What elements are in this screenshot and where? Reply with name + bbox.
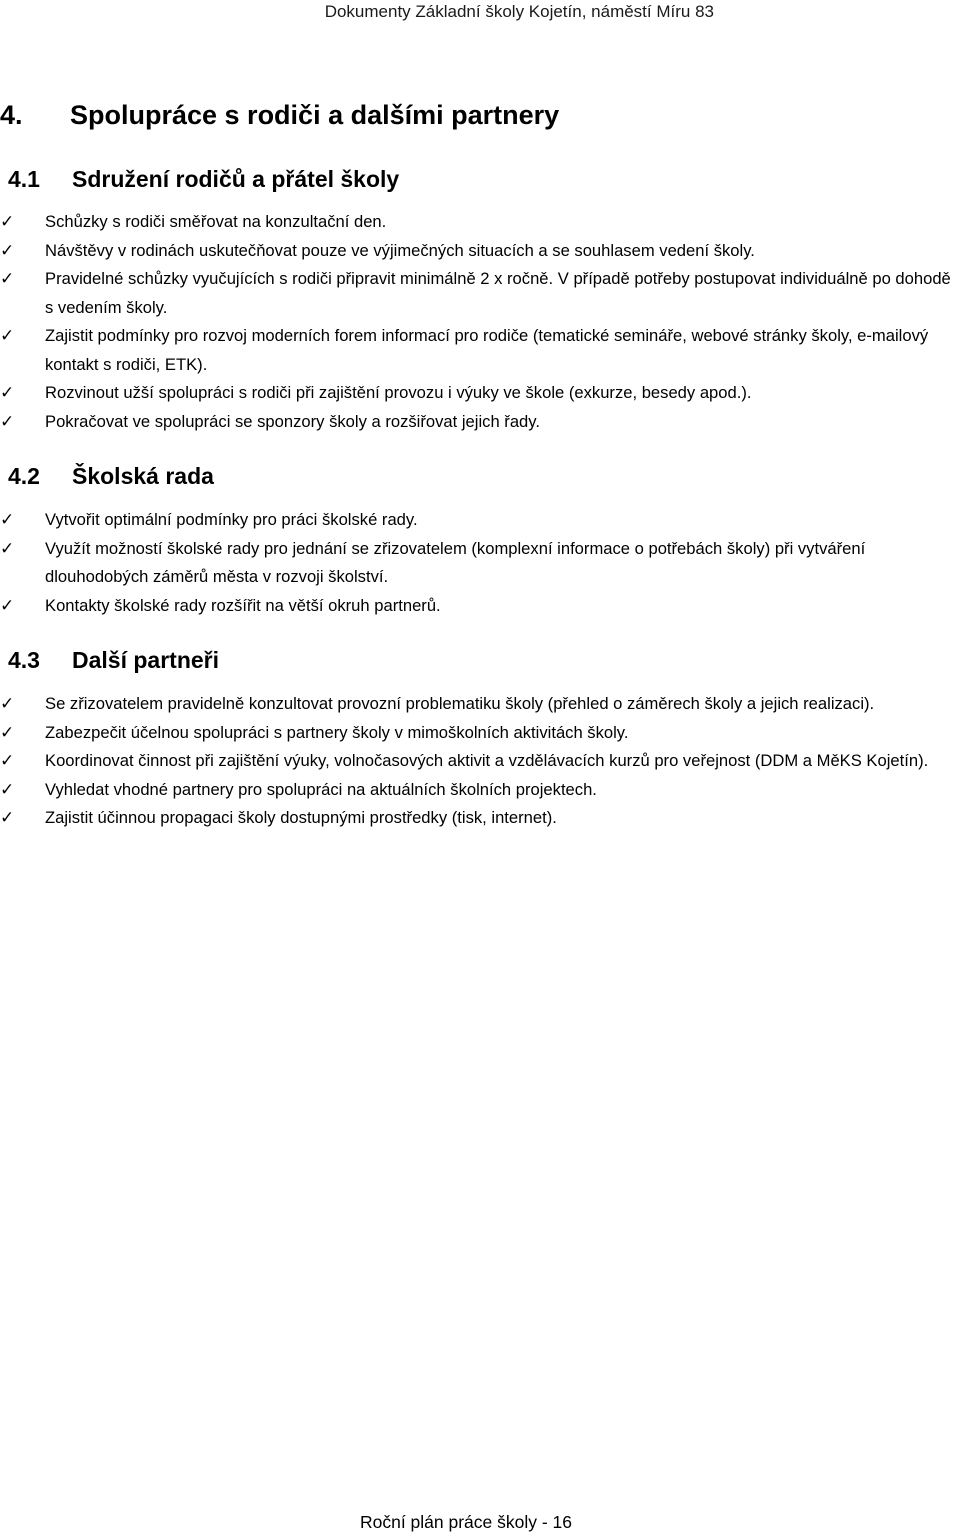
list-item: ✓ Koordinovat činnost při zajištění výuky, volnočasových aktivit a vzdělávacích kurzů pro veřejnost (DDM a MěKS Kojetín). <box>0 747 960 776</box>
check-icon: ✓ <box>0 326 15 346</box>
list-item: ✓ Využít možností školské rady pro jednání se zřizovatelem (komplexní informace o potřebách školy) při vytváření dlouhodobých záměrů města v rozvoji školství. <box>0 535 960 592</box>
section-heading-4-2 <box>0 463 214 490</box>
chapter-number: 4. <box>0 100 23 130</box>
check-icon: ✓ <box>0 269 15 289</box>
list-item: ✓ Pravidelné schůzky vyučujících s rodiči připravit minimálně 2 x ročně. V případě potřeby postupovat individuálně po dohodě s vedením školy. <box>0 265 960 322</box>
chapter-title: Spolupráce s rodiči a dalšími partnery <box>70 100 560 130</box>
list-item: ✓ Rozvinout užší spolupráci s rodiči při zajištění provozu i výuky ve škole (exkurze, besedy apod.). <box>0 379 960 408</box>
check-icon: ✓ <box>0 808 15 828</box>
section-title: Sdružení rodičů a přátel školy <box>72 166 400 192</box>
bullet-list-4-1 <box>0 208 960 436</box>
bullet-list-4-2 <box>0 506 960 620</box>
list-item: ✓ Pokračovat ve spolupráci se sponzory školy a rozšiřovat jejich řady. <box>0 408 960 437</box>
section-number: 4.2 <box>8 463 40 489</box>
check-icon: ✓ <box>0 779 15 800</box>
list-item: ✓ Schůzky s rodiči směřovat na konzultační den. <box>0 208 960 237</box>
check-icon: ✓ <box>0 751 15 771</box>
list-item: ✓ Zajistit podmínky pro rozvoj moderních forem informací pro rodiče (tematické semináře, webové stránky školy, e-mailový kontakt s rodiči, ETK). <box>0 322 960 379</box>
section-heading-4-1 <box>0 166 399 193</box>
check-icon: ✓ <box>0 383 15 403</box>
section-number: 4.3 <box>8 647 40 673</box>
check-icon: ✓ <box>0 595 15 616</box>
list-item: ✓ Kontakty školské rady rozšířit na větší okruh partnerů. <box>0 592 960 621</box>
check-icon: ✓ <box>0 411 15 432</box>
list-item: ✓ Zajistit účinnou propagaci školy dostupnými prostředky (tisk, internet). <box>0 804 960 833</box>
page-header: Dokumenty Základní školy Kojetín, náměstí Míru 83 <box>324 2 714 21</box>
check-icon: ✓ <box>0 538 15 559</box>
section-number: 4.1 <box>8 166 40 192</box>
list-item: ✓ Zabezpečit účelnou spolupráci s partnery školy v mimoškolních aktivitách školy. <box>0 719 960 748</box>
check-icon: ✓ <box>0 694 15 714</box>
section-title: Další partneři <box>72 647 219 673</box>
check-icon: ✓ <box>0 212 15 232</box>
list-item: ✓ Vytvořit optimální podmínky pro práci školské rady. <box>0 506 960 535</box>
section-title: Školská rada <box>72 463 214 489</box>
check-icon: ✓ <box>0 510 15 530</box>
check-icon: ✓ <box>0 722 15 743</box>
bullet-list-4-3 <box>0 690 960 833</box>
section-heading-4-3 <box>0 647 219 674</box>
chapter-heading <box>0 100 559 131</box>
list-item: ✓ Vyhledat vhodné partnery pro spolupráci na aktuálních školních projektech. <box>0 776 960 805</box>
check-icon: ✓ <box>0 240 15 261</box>
list-item: ✓ Se zřizovatelem pravidelně konzultovat provozní problematiku školy (přehled o záměrech školy a jejich realizaci). <box>0 690 960 719</box>
page-footer: Roční plán práce školy - 16 <box>359 1512 573 1532</box>
list-item: ✓ Návštěvy v rodinách uskutečňovat pouze ve výjimečných situacích a se souhlasem vedení školy. <box>0 237 960 266</box>
